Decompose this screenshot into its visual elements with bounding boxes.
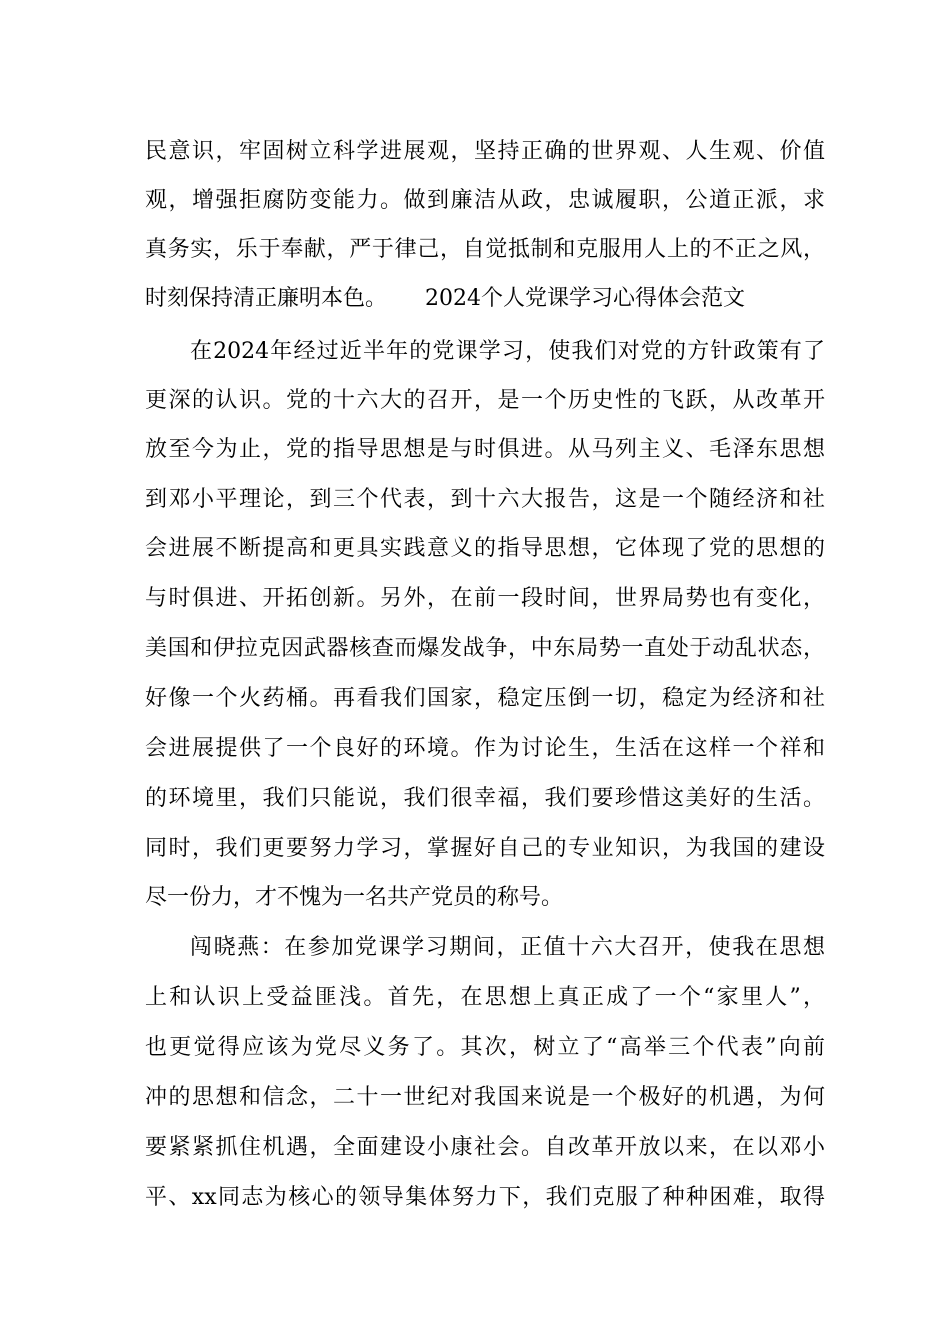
paragraph-2-line-3: 放至今为止，党的指导思想是与时俱进。从马列主义、毛泽东思想 [145, 437, 825, 462]
paragraph-2-line-2: 更深的认识。党的十六大的召开，是一个历史性的飞跃，从改革开 [145, 388, 825, 413]
paragraph-2-line-5: 会进展不断提高和更具实践意义的指导思想，它体现了党的思想的 [145, 536, 825, 561]
paragraph-2-line-8: 好像一个火药桶。再看我们国家，稳定压倒一切，稳定为经济和社 [145, 686, 825, 711]
paragraph-1-line-2: 观，增强拒腐防变能力。做到廉洁从政，忠诚履职，公道正派，求 [145, 188, 825, 213]
paragraph-2-line-4: 到邓小平理论，到三个代表，到十六大报告，这是一个随经济和社 [145, 487, 825, 512]
paragraph-3-line-3: 也更觉得应该为党尽义务了。其次，树立了“高举三个代表”向前 [145, 1035, 825, 1060]
paragraph-3-line-4: 冲的思想和信念，二十一世纪对我国来说是一个极好的机遇，为何 [145, 1085, 825, 1110]
paragraph-2-line-12: 尽一份力，才不愧为一名共产党员的称号。 [145, 885, 564, 910]
paragraph-3-line-1: 闯晓燕：在参加党课学习期间，正值十六大召开，使我在思想 [190, 935, 825, 960]
paragraph-2-line-11: 同时，我们更要努力学习，掌握好自己的专业知识，为我国的建设 [145, 836, 825, 861]
paragraph-1-line-4: 时刻保持清正廉明本色。 [145, 286, 388, 311]
paragraph-1-line-4-row [145, 285, 825, 313]
article-title: 2024个人党课学习心得体会范文 [425, 286, 746, 311]
paragraph-3-line-5: 要紧紧抓住机遇，全面建设小康社会。自改革开放以来，在以邓小 [145, 1135, 825, 1160]
paragraph-1-line-1: 民意识，牢固树立科学进展观，坚持正确的世界观、人生观、价值 [145, 139, 825, 164]
paragraph-2-line-9: 会进展提供了一个良好的环境。作为讨论生，生活在这样一个祥和 [145, 736, 825, 761]
paragraph-2-line-1: 在2024年经过近半年的党课学习，使我们对党的方针政策有了 [190, 339, 825, 364]
paragraph-3-line-6: 平、xx同志为核心的领导集体努力下，我们克服了种种困难，取得 [145, 1185, 825, 1210]
paragraph-2-line-10: 的环境里，我们只能说，我们很幸福，我们要珍惜这美好的生活。 [145, 786, 825, 811]
paragraph-2-line-7: 美国和伊拉克因武器核查而爆发战争，中东局势一直处于动乱状态， [145, 636, 825, 661]
paragraph-2-line-6: 与时俱进、开拓创新。另外，在前一段时间，世界局势也有变化， [145, 586, 825, 611]
paragraph-3-line-2: 上和认识上受益匪浅。首先，在思想上真正成了一个“家里人”， [145, 985, 825, 1010]
paragraph-1-line-3: 真务实，乐于奉献，严于律己，自觉抵制和克服用人上的不正之风， [145, 237, 825, 262]
